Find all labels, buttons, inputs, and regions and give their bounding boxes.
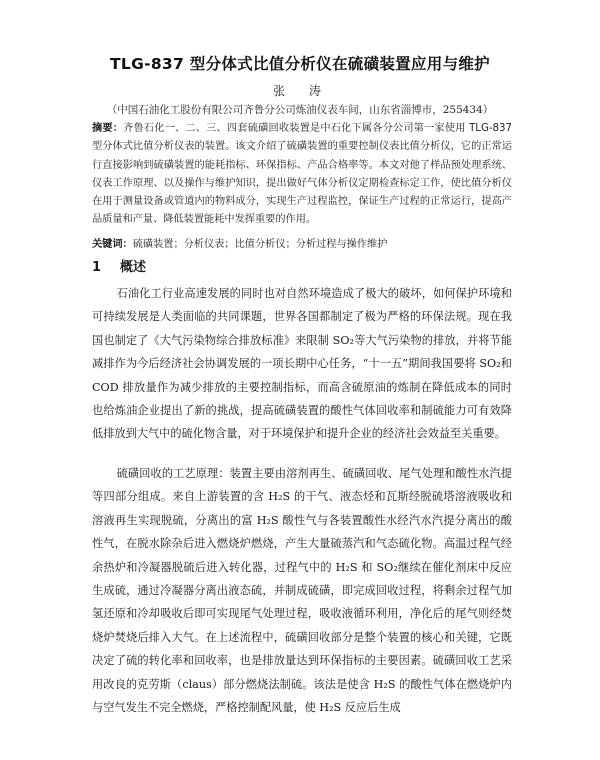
paragraph-text: 石油化工行业高速发展的同时也对自然环境造成了极大的破坏，如何保护环境和可持续发展是人类面临的共同课题，世界各国都制定了极为严格的环保法规。现在我国也制定了《大气污染物综合排放标准》来限制 SO₂等大气污染物的排放，并将节能减排作为今后经济社会协调发展的一项长期中心任务，“十一五”期间我国要将 SO₂和 COD 排放量作为减少排放的主要控制指标，而高含硫原油的炼制在降低成本的同时也给炼油企业提出了新的挑战，提高硫磺装置的酸性气体回收率和制硫能力可有效降低排放到大气中的硫化物含量，对于环境保护和提升企业的经济社会效益至关重要。 (92, 287, 512, 441)
abstract-label: 摘要： (92, 123, 124, 134)
body-paragraph-2 (92, 462, 512, 719)
paragraph-text: 硫磺回收的工艺原理：装置主要由溶剂再生、硫磺回收、尾气处理和酸性水汽提等四部分组成。来自上游装置的含 H₂S 的干气、液态烃和瓦斯经脱硫塔溶液吸收和溶液再生实现脱硫，分离出的富 H₂S 酸性气与各装置酸性水经汽水汽提分离出的酸性气，在脱水除杂后进入燃烧炉燃烧，产生大量硫蒸汽和气态硫化物。高温过程气经余热炉和冷凝器脱硫后进入转化器，过程气中的 H₂S 和 SO₂继续在催化剂床中反应生成硫，通过冷凝器分离出液态硫，并制成硫磺，即完成回收过程，将剩余过程气加氢还原和冷却吸收后即可实现尾气处理过程，吸收液循环利用，净化后的尾气则经焚烧炉焚烧后排入大气。在上述流程中，硫磺回收部分是整个装置的核心和关键，它既决定了硫的转化率和回收率，也是排放量达到环保指标的主要因素。硫磺回收工艺采用改良的克劳斯（claus）部分燃烧法制硫。该法是使含 H₂S 的酸性气体在燃烧炉内与空气发生不完全燃烧，严格控制配风量，使 H₂S 反应后生成 (92, 467, 512, 715)
keywords (92, 236, 512, 254)
author-name: 张 涛 (272, 84, 327, 98)
body-paragraph-1 (92, 282, 512, 446)
abstract (92, 120, 512, 230)
section-heading (92, 256, 512, 275)
keywords-label: 关键词： (92, 239, 133, 250)
section-number: 1 (92, 260, 102, 275)
keywords-text: 硫磺装置；分析仪表；比值分析仪；分析过程与操作维护 (132, 239, 388, 250)
author-affiliation: （中国石油化工股份有限公司齐鲁分公司炼油仪表车间，山东省淄博市，255434） (106, 104, 494, 116)
paper-title: TLG-837 型分体式比值分析仪在硫磺装置应用与维护 (110, 55, 490, 73)
abstract-text: 齐鲁石化一、二、三、四套硫磺回收装置是中石化下属各分公司第一家使用 TLG-837 型分体式比值分析仪表的装置。该文介绍了硫磺装置的重要控制仪表比值分析仪，它的正常运行直接影响到硫磺装置的能耗指标、环保指标、产品合格率等。本文对他了样品预处理系统、仪表工作原理、以及操作与维护知识，提出做好气体分析仪定期检查标定工作，使比值分析仪在用于测量设备或管道内的物料成分，实现生产过程监控，保证生产过程的正常运行，提高产品质量和产量、降低装置能耗中发挥重要的作用。 (92, 123, 512, 226)
section-title: 概述 (120, 260, 147, 275)
